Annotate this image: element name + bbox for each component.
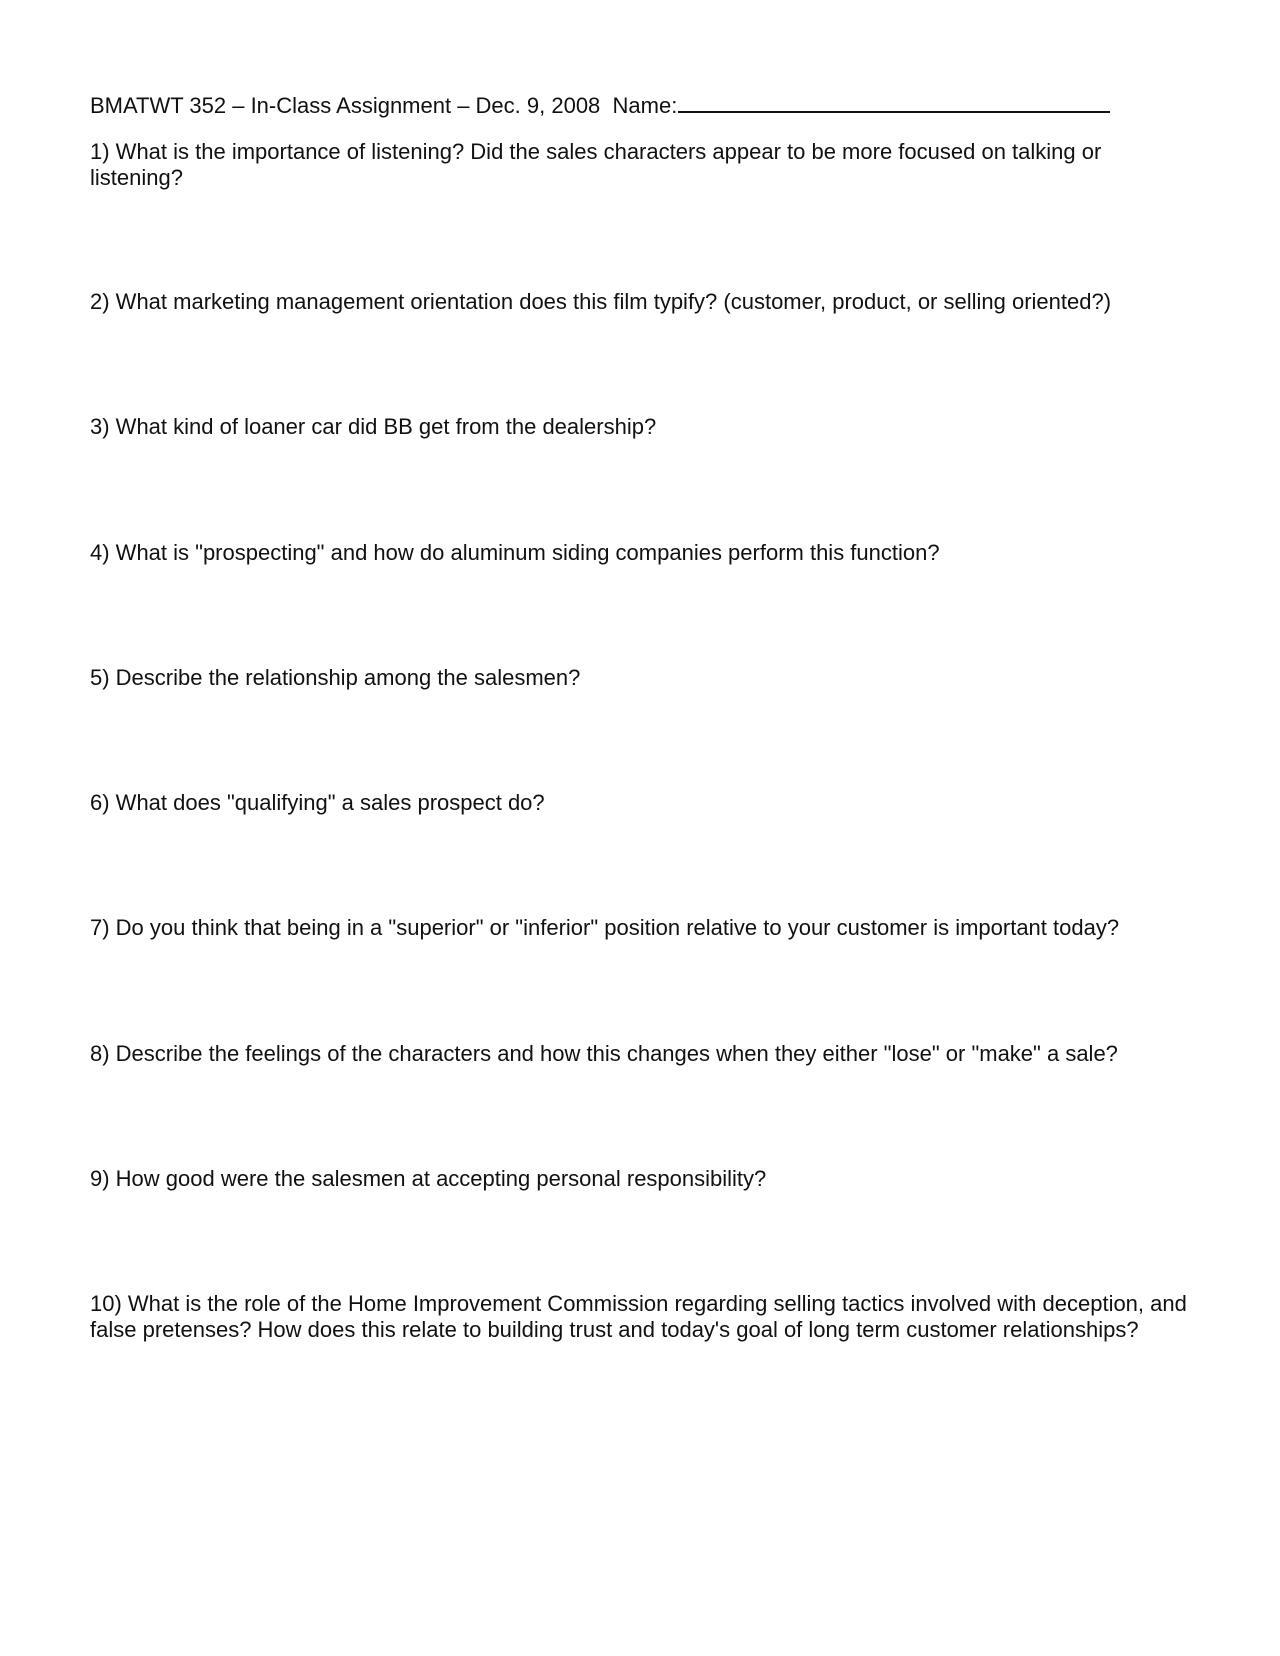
assignment-title: BMATWT 352 – In-Class Assignment – Dec. 9, 2008 [90, 93, 601, 118]
question-8: 8) Describe the feelings of the characters and how this changes when they either "lose" or "make" a sale? [90, 1041, 1118, 1066]
question-1: 1) What is the importance of listening? Did the sales characters appear to be more focused on talking or listening? [90, 139, 1102, 190]
name-blank-line[interactable] [678, 89, 1110, 113]
question-6: 6) What does "qualifying" a sales prospect do? [90, 790, 545, 815]
question-9: 9) How good were the salesmen at accepting personal responsibility? [90, 1166, 767, 1191]
question-5: 5) Describe the relationship among the salesmen? [90, 665, 581, 690]
question-10: 10) What is the role of the Home Improvement Commission regarding selling tactics involved with deception, and false pretenses? How does this relate to building trust and today's goal of long term customer relationships? [90, 1291, 1187, 1342]
question-2: 2) What marketing management orientation does this film typify? (customer, product, or selling oriented?) [90, 289, 1112, 314]
question-3: 3) What kind of loaner car did BB get from the dealership? [90, 414, 657, 439]
question-4: 4) What is "prospecting" and how do aluminum siding companies perform this function? [90, 540, 940, 565]
question-7: 7) Do you think that being in a "superior" or "inferior" position relative to your customer is important today? [90, 915, 1120, 940]
name-label: Name: [612, 93, 678, 118]
assignment-header [90, 89, 1110, 119]
